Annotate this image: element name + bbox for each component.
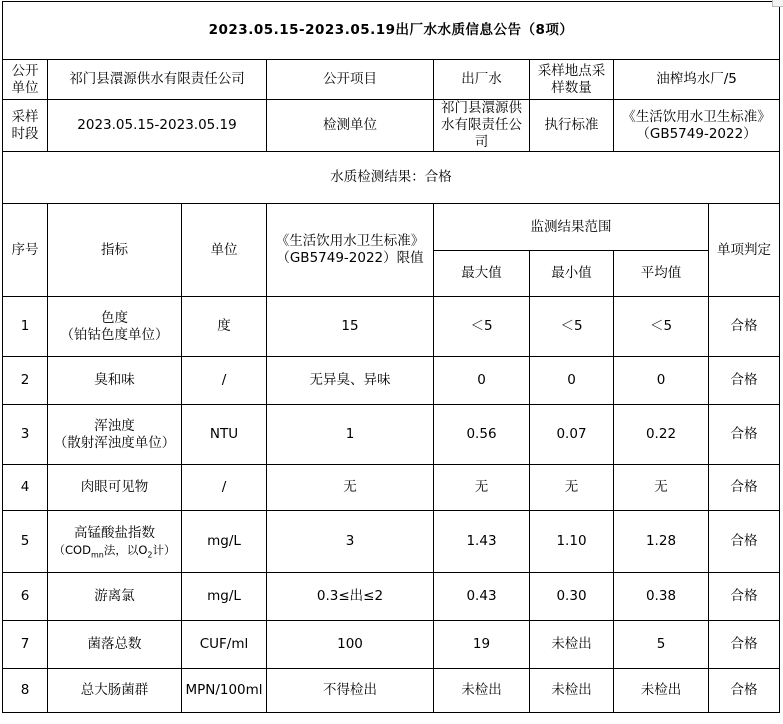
- row-indicator: 菌落总数: [48, 621, 182, 669]
- standard-value: [614, 100, 780, 152]
- row-limit: 100: [267, 621, 434, 669]
- table-row: [3, 405, 780, 465]
- header-limit-line1: 《生活饮用水卫生标准》: [275, 233, 425, 249]
- row-unit: /: [182, 357, 267, 405]
- row-limit: 无异臭、异味: [267, 357, 434, 405]
- indicator-name: 高锰酸盐指数: [74, 524, 155, 541]
- row-max: 0: [434, 357, 530, 405]
- row-unit: NTU: [182, 405, 267, 465]
- row-indicator: 肉眼可见物: [48, 465, 182, 511]
- row-unit: CUF/ml: [182, 621, 267, 669]
- table-row: [3, 573, 780, 621]
- row-max: 1.43: [434, 511, 530, 573]
- row-unit: MPN/100ml: [182, 669, 267, 713]
- table-row: [3, 511, 780, 573]
- row-unit: /: [182, 465, 267, 511]
- indicator-name: 浑浊度: [94, 417, 135, 434]
- standard-label: 执行标准: [530, 100, 614, 152]
- row-unit: 度: [182, 297, 267, 357]
- header-unit: 单位: [182, 204, 267, 297]
- header-indicator: 指标: [48, 204, 182, 297]
- sheet-corner-marker: [772, 0, 783, 7]
- header-range: 监测结果范围: [434, 204, 709, 251]
- header-seq: 序号: [3, 204, 48, 297]
- sample-value: 油榨坞水厂/5: [614, 60, 780, 100]
- table-row: [3, 669, 780, 713]
- row-avg: 0.22: [614, 405, 709, 465]
- row-seq: 3: [3, 405, 48, 465]
- header-max: 最大值: [434, 251, 530, 297]
- row-seq: 1: [3, 297, 48, 357]
- result-summary: 水质检测结果：合格: [3, 152, 780, 204]
- table-row: [3, 297, 780, 357]
- row-min: ＜5: [530, 297, 614, 357]
- row-unit: mg/L: [182, 511, 267, 573]
- header-limit: [267, 204, 434, 297]
- water-quality-table: [2, 1, 780, 713]
- row-min: 0.07: [530, 405, 614, 465]
- row-limit: 无: [267, 465, 434, 511]
- row-judge: 合格: [709, 573, 780, 621]
- row-indicator: 臭和味: [48, 357, 182, 405]
- unit-label: 公开单位: [3, 60, 48, 100]
- row-judge: 合格: [709, 669, 780, 713]
- row-max: ＜5: [434, 297, 530, 357]
- row-avg: 无: [614, 465, 709, 511]
- row-limit: 3: [267, 511, 434, 573]
- row-judge: 合格: [709, 357, 780, 405]
- indicator-subname: （$COD_{mn}$法，以$O_2$计）: [53, 542, 176, 559]
- row-max: 0.43: [434, 573, 530, 621]
- row-avg: 未检出: [614, 669, 709, 713]
- row-limit: 15: [267, 297, 434, 357]
- sample-label: 采样地点采样数量: [530, 60, 614, 100]
- row-avg: ＜5: [614, 297, 709, 357]
- unit-value: 祁门县澴源供水有限责任公司: [48, 60, 267, 100]
- test-label: 检测单位: [267, 100, 434, 152]
- row-min: 1.10: [530, 511, 614, 573]
- row-max: 0.56: [434, 405, 530, 465]
- row-indicator: [48, 511, 182, 573]
- row-limit: 不得检出: [267, 669, 434, 713]
- row-max: 19: [434, 621, 530, 669]
- row-indicator: [48, 297, 182, 357]
- row-min: 0.30: [530, 573, 614, 621]
- row-seq: 4: [3, 465, 48, 511]
- standard-value-line2: （GB5749-2022）: [636, 125, 757, 142]
- period-value: 2023.05.15-2023.05.19: [48, 100, 267, 152]
- row-limit: 1: [267, 405, 434, 465]
- period-label: 采样时段: [3, 100, 48, 152]
- row-unit: mg/L: [182, 573, 267, 621]
- row-judge: 合格: [709, 511, 780, 573]
- row-max: 未检出: [434, 669, 530, 713]
- table-row: [3, 357, 780, 405]
- item-value: 出厂水: [434, 60, 530, 100]
- row-min: 0: [530, 357, 614, 405]
- row-min: 未检出: [530, 669, 614, 713]
- header-limit-line2: （GB5749-2022）限值: [276, 250, 424, 266]
- row-seq: 5: [3, 511, 48, 573]
- row-seq: 2: [3, 357, 48, 405]
- row-judge: 合格: [709, 465, 780, 511]
- table-row: [3, 465, 780, 511]
- item-label: 公开项目: [267, 60, 434, 100]
- row-judge: 合格: [709, 297, 780, 357]
- indicator-subname: （散射浑浊度单位）: [53, 434, 176, 451]
- indicator-subname: （铂钴色度单位）: [60, 326, 169, 343]
- row-seq: 8: [3, 669, 48, 713]
- row-max: 无: [434, 465, 530, 511]
- page-title: 2023.05.15-2023.05.19出厂水水质信息公告（8项）: [3, 2, 780, 60]
- row-avg: 5: [614, 621, 709, 669]
- row-judge: 合格: [709, 621, 780, 669]
- header-avg: 平均值: [614, 251, 709, 297]
- row-indicator: 游离氯: [48, 573, 182, 621]
- header-judge: 单项判定: [709, 204, 780, 297]
- row-seq: 7: [3, 621, 48, 669]
- row-avg: 0: [614, 357, 709, 405]
- row-indicator: 总大肠菌群: [48, 669, 182, 713]
- table-row: [3, 621, 780, 669]
- row-seq: 6: [3, 573, 48, 621]
- row-min: 未检出: [530, 621, 614, 669]
- header-min: 最小值: [530, 251, 614, 297]
- row-min: 无: [530, 465, 614, 511]
- row-avg: 0.38: [614, 573, 709, 621]
- indicator-name: 色度: [101, 309, 128, 326]
- row-limit: 0.3≤出≤2: [267, 573, 434, 621]
- row-avg: 1.28: [614, 511, 709, 573]
- standard-value-line1: 《生活饮用水卫生标准》: [622, 108, 771, 125]
- row-judge: 合格: [709, 405, 780, 465]
- row-indicator: [48, 405, 182, 465]
- test-value: 祁门县澴源供水有限责任公司: [434, 100, 530, 152]
